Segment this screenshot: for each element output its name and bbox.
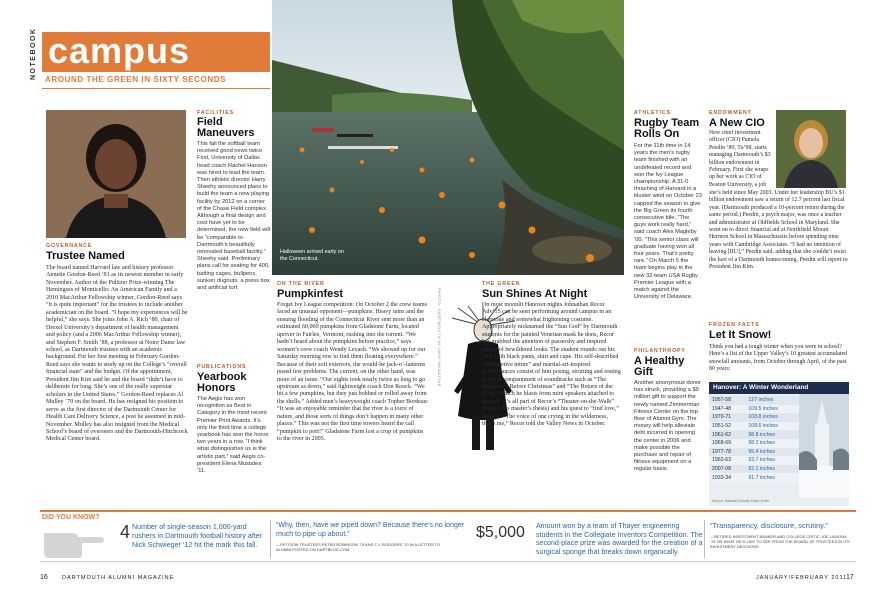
snowfall-rows [709, 396, 799, 482]
dyk-quote-1: “Why, then, have we piped down? Because there’s no longer much to pipe up about.” [276, 522, 465, 538]
page-number-right: 17 [846, 574, 854, 581]
snowfall-year: 1951-52 [712, 423, 732, 430]
did-you-know-label: DID YOU KNOW? [42, 514, 100, 521]
snowfall-row [709, 396, 799, 405]
river-headline: Pumpkinfest [277, 288, 344, 300]
athletics-kicker: ATHLETICS [634, 110, 671, 116]
green-kicker: THE GREEN [482, 281, 521, 287]
endowment-body: she’s held since May 2003. Under her leadership BU’s $1 billion endowment saw a return of 12.7 percent last fiscal year. (Dartmouth produced a 10-percent return during the same period.) Peedin, a psych major, was once a teacher and administrator at Oldfields School in Maryland. She went on to direct financial aid at Northfield Mount Hermon School in Massachusetts before spending nine years with Cambridge Associates. “I had no intention of leaving [BU],” Peedin said, adding that she couldn’t resist the lure of a Dartmouth homecoming. Peedin will report to President Jim Kim. [709, 190, 848, 271]
snowfall-row [709, 465, 799, 474]
snowfall-row [709, 456, 799, 465]
facilities-kicker: FACILITIES [197, 110, 234, 116]
snowfall-amount: 127 inches [748, 397, 774, 404]
photo-caption: Halloween arrived early on the Connecticut. [280, 249, 344, 262]
page-number-left: 16 [40, 574, 48, 581]
snowfall-amount: 95.4 inches [748, 448, 775, 455]
publications-kicker: PUBLICATIONS [197, 364, 247, 370]
endowment-headline: A New CIO [709, 117, 765, 129]
photo-credit: PHOTO: DARTMOUTH ALUMNI MAGAZINE [437, 288, 442, 388]
dyk-quote-2: “Transparency, disclosure, scrutiny.” [710, 521, 828, 530]
snowfall-row [709, 405, 799, 414]
snowfall-year: 1947-48 [712, 405, 732, 412]
athletics-body: For the 11th time in 14 years the men’s rugby team finished with an undefeated record and won the Ivy League championship. A 31-0 thrashing of Harvard in a bluster wind on October 23 capped the season to give the Big Green its fourth consecutive title. “The guys work really hard,” said coach Alex Magleby ’00. “This senior class will graduate having won all four years. That’s pretty rare.” On March 5 the team begins play in the new 32-team USA Rugby Premier League with a match against the University of Delaware. [634, 143, 702, 301]
snowfall-row [709, 430, 799, 439]
publications-body: The Aegis has won recognition as Best in Category in the most recent Premier Print Awards. It’s only the third time a college yearbook has won the honor two years in a row. “I think what distinguishes us is the artistic part,” said Aegis co-president Elena Mustatea ’11. [197, 396, 269, 475]
snowfall-amount: 108.6 inches [748, 423, 778, 430]
snowfall-amount: 98.2 inches [748, 440, 775, 447]
philanthropy-body: Another anonymous donor has struck, providing a $9 million gift to support the newly named Zimmerman Fitness Center on the top floor of Alumni Gym. The money will help alleviate debt incurred in opening the center in 2006 and make possible the purchase and repair of fitness equipment on a regular basis. [634, 380, 702, 473]
facilities-body: This fall the softball team received good news twice. First, University of Dallas head coach Rachel Hanson was hired to lead the team. Then athletic director Harry Sheehy announced plans to build the team a new playing facility by 2012 on a corner of the Chase Field complex. Although a final design and cost have yet to be determined, the new field will be “comparable to Dartmouth’s beautifully renovated baseball facility,” Sheehy said. Preliminary plans call for seating for 400, batting cages, bullpens, sunken dugouts, a press box and artificial turf. [197, 141, 271, 292]
snowfall-amount: 93.7 inches [748, 457, 775, 464]
dyk-number-1: 4 [120, 522, 131, 542]
section-subtitle: AROUND THE GREEN IN SIXTY SECONDS [45, 75, 227, 84]
philanthropy-headline: A Healthy Gift [634, 355, 685, 379]
snowfall-amount: 108.8 inches [748, 414, 778, 421]
trustee-portrait [46, 110, 186, 238]
issue-date: JANUARY/FEBRUARY 2011 [756, 575, 848, 581]
governance-headline: Trustee Named [46, 250, 125, 262]
did-you-know-bar [40, 510, 856, 562]
athletics-headline: Rugby Team Rolls On [634, 117, 700, 141]
snowfall-year: 1977-78 [712, 448, 732, 455]
river-photo [272, 0, 624, 275]
dyk-item-1: Number of single-season 1,000-yard rushers in Dartmouth football history after Nick Schwieger ’12 hit the mark this fall. [132, 523, 263, 549]
river-kicker: ON THE RIVER [277, 281, 325, 287]
section-title: campus [48, 30, 191, 71]
endowment-body-top: New chief investment officer (CIO) Pamela Peedin ’89, Tu’98, starts managing Dartmouth’s $3 billion endowment in February. First she wraps up her work as CIO of Boston University, a job [709, 130, 771, 188]
snowfall-year: 2007-08 [712, 466, 732, 473]
snowfall-amount: 109.5 inches [748, 405, 778, 412]
frozen-kicker: FROZEN FACTS [709, 322, 760, 328]
dyk-quote-1-attr: —PETITION TRUSTEES PETER ROBINSON ’79 AND T.J. RODGERS ’70 IN A LETTER TO ALUMNI POSTED ON DARTBLOG.COM [276, 542, 440, 552]
snowfall-source: Source: National Climatic Data Center [712, 499, 770, 503]
dyk-item-2: Amount won by a team of Thayer engineering students in the Collegiate Inventors Competition. The second-place prize was awarded for the creation of a surgical sponge that breaks down organically. [536, 522, 703, 556]
snowfall-year: 1968-69 [712, 440, 732, 447]
snowfall-table-title: Hanover: A Winter Wonderland [709, 382, 849, 394]
snow-scene [799, 394, 849, 498]
snowfall-amount: 98.8 inches [748, 431, 775, 438]
snowfall-row [709, 413, 799, 422]
snowfall-amount: 92.1 inches [748, 466, 775, 473]
green-body: On most moonlit Hanover nights Johnathan Recor Adv’15 can be seen performing around campus in an elaborate and somewhat frightening costume. Appropriately nicknamed the “Sun God” by Dartmouth students for the painted Venetian mask he dons, Recor has grabbed the attention of passersby and inspired plenty of bewildered looks. The student rounds out his look with black pants, shirt and cape. His self-described “interpretive mime” and martial-art-inspired performances consist of him posing, strutting and resting to the accompaniment of soundtracks such as “The Nightmare Before Christmas” and “The Return of the King,” which he blasts from mini speakers attached to his belt. It’s all part of Recor’s “Theater-on-the-Walk” project (his master’s thesis) and his quest to “find love,” he says. “The voice of one crying in the wilderness, that’s me,” Recor told the Valley News in October. [482, 302, 621, 428]
snowfall-year: 1961-62 [712, 431, 732, 438]
snowfall-table [709, 382, 849, 506]
snowfall-row [709, 439, 799, 448]
snowfall-row [709, 422, 799, 431]
snowfall-year: 1962-63 [712, 457, 732, 464]
snowfall-year: 1970-71 [712, 414, 732, 421]
snowfall-year: 1957-58 [712, 397, 732, 404]
pointing-hand-icon [42, 525, 104, 559]
snowfall-row [709, 448, 799, 457]
governance-kicker: GOVERNANCE [46, 243, 93, 249]
green-headline: Sun Shines At Night [482, 288, 588, 300]
snowfall-year: 1933-34 [712, 474, 732, 481]
frozen-body: Think you had a tough winter when you were in school? Here’s a list of the Upper Valley’s 10 greatest accumulated snowfall amounts, from October through April, of the past 80 years: [709, 344, 848, 373]
governance-body: The board named Harvard law and history professor Annette Gordon-Reed ’81 as its newest member in early November. Author of the Pulitzer Prize-winning The Hemingses of Monticello: An American Family and a 2010 MacArthur Fellowship winner, Gordon-Reed says “it is quite important” for the trustees to include another academician on the board. “I hope my experiences will be helpful,” she says. She joins John A. Rich ’80, chair of Drexel University’s department of health management and policy (and a 2006 MacArthur Fellowship winner), and Stephen F. Smith ’88, a professor at Notre Dame law school, as Dartmouth trustees with an academic background. For her first meeting in February Gordon-Reed says she wants to study up on the College’s “overall financial state” and the budget. Of the appointment, President Jim Kim said he and the board “didn’t have to deliberate for long. She’s one of the really superstar scholars in the United States.” Gordon-Reed replaces Al Mulley ’70 on the board. He has resigned his position to serve as the first director of the Dartmouth Center for Health Care Delivery Science, a post he assumed in mid-November. Mulley has also resigned from the Medical School’s board of overseers and the Dartmouth-Hitchcock Medical Center board. [46, 265, 188, 443]
magazine-name: DARTMOUTH ALUMNI MAGAZINE [62, 575, 175, 581]
section-side-label: NOTEBOOK [30, 27, 37, 80]
publications-headline: Yearbook Honors [197, 371, 247, 395]
frozen-headline: Let It Snow! [709, 329, 772, 341]
dyk-number-2: $5,000 [476, 524, 525, 541]
snowfall-amount: 91.7 inches [748, 474, 775, 481]
cio-portrait [776, 110, 846, 188]
endowment-kicker: ENDOWMENT [709, 110, 752, 116]
facilities-headline: Field Maneuvers [197, 116, 255, 140]
snowfall-row [709, 473, 799, 482]
dyk-quote-2-attr: —RETIRED INVESTMENT BANKER AND COLLEGE CRITIC JOE LAVIGNA ’76 ON WHAT HE’D LIKE TO SEE FROM THE BOARD OF TRUSTEES IN ITS INVESTMENT DECISIONS [710, 534, 850, 549]
philanthropy-kicker: PHILANTHROPY [634, 348, 686, 354]
river-body: Forget Ivy League competition: On October 2 the crew teams faced an unusual opponent—pumpkins. Heavy rains and the ensuing flooding of the Connecticut River sent more than an estimated 60,000 pumpkins from Gladstone Farm, located upriver in Fairlee, Vermont, rushing into the torrent. “We hadn’t heard about the pumpkins before practice,” says women’s crew coach Wendy Levash. “We showed up for our Saturday morning row to find them floating everywhere.” Because of their soft exteriors, the would-be jack-o’-lanterns posed few problems. The current, on the other hand, was more of an issue. “Our eights took nearly twice as long to go upstream as down,” said lightweight coach Don Roock. “We hit a few pumpkins, but they just bobbed or rolled away from the shells.” Added men’s heavyweight coach Topher Bordeau: “It was an enjoyable reminder that the river is a force of nature, and those sorts of things don’t happen in many other places.” This was not the first time rowers heard the call “pumpkin to port!” Gladstone Farm lost a crop of pumpkins to the river in 2005. [277, 302, 429, 443]
masthead-bar [42, 32, 270, 72]
